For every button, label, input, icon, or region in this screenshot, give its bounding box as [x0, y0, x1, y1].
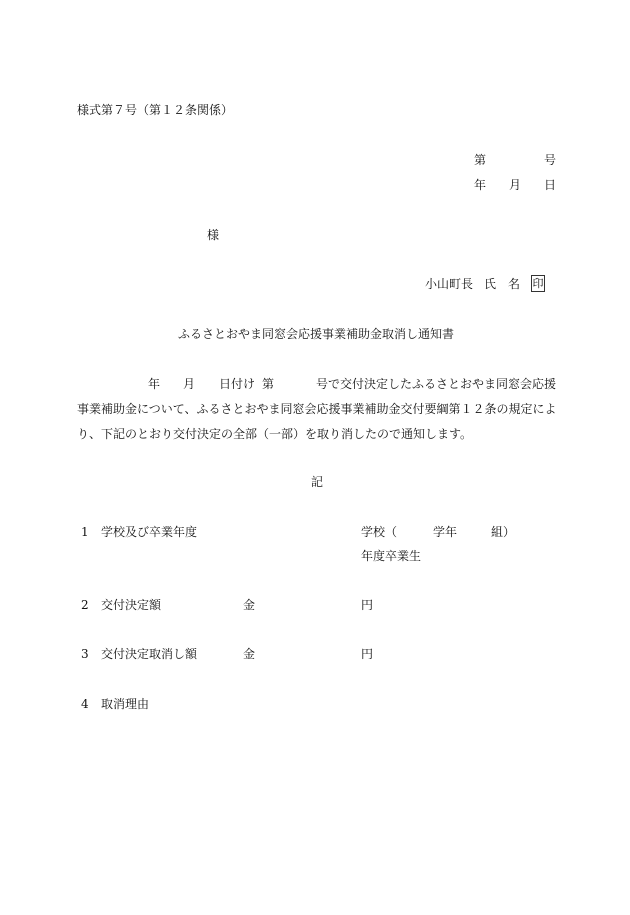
date-year: 年: [474, 178, 487, 192]
item-2-number: 2: [81, 598, 89, 612]
ki-heading: 記: [311, 475, 324, 489]
date-month: 月: [509, 178, 522, 192]
body-line3: り、下記のとおり交付決定の全部（一部）を取り消したので通知します。: [77, 427, 473, 441]
item-3-en: 円: [361, 647, 374, 661]
number-prefix: 第: [474, 153, 487, 167]
body-dated: 日付け: [219, 377, 256, 391]
item-3-label: 交付決定取消し額: [101, 647, 198, 661]
item-1-grade: 学年: [433, 525, 458, 539]
body-line2: 事業補助金について、ふるさとおやま同窓会応援事業補助金交付要綱第１２条の規定によ: [77, 402, 557, 416]
date-day: 日: [544, 178, 557, 192]
item-2-kin: 金: [243, 598, 256, 612]
item-2-label: 交付決定額: [101, 598, 162, 612]
item-1-grad-year: 年度卒業生: [361, 549, 422, 563]
body-year: 年: [148, 377, 161, 391]
issuer-title: 小山町長: [425, 277, 474, 291]
item-1-class: 組）: [491, 525, 516, 539]
body-line1-rest: 号で交付決定したふるさとおやま同窓会応援: [316, 377, 557, 391]
document-title: ふるさとおやま同窓会応援事業補助金取消し通知書: [178, 327, 455, 341]
item-2-en: 円: [361, 598, 374, 612]
item-3-number: 3: [81, 647, 89, 661]
item-1-school: 学校（: [361, 525, 398, 539]
number-suffix: 号: [544, 153, 557, 167]
item-1-number: 1: [81, 525, 89, 539]
addressee-suffix: 様: [207, 228, 220, 242]
item-4-label: 取消理由: [101, 697, 150, 711]
item-4-number: 4: [81, 697, 89, 711]
body-no: 第: [262, 377, 275, 391]
item-1-label: 学校及び卒業年度: [101, 525, 198, 539]
body-month: 月: [183, 377, 196, 391]
seal-stamp: 印: [532, 277, 544, 290]
item-3-kin: 金: [243, 647, 256, 661]
form-label: 様式第７号（第１２条関係）: [77, 103, 234, 117]
issuer-name-label: 氏 名: [484, 277, 521, 291]
